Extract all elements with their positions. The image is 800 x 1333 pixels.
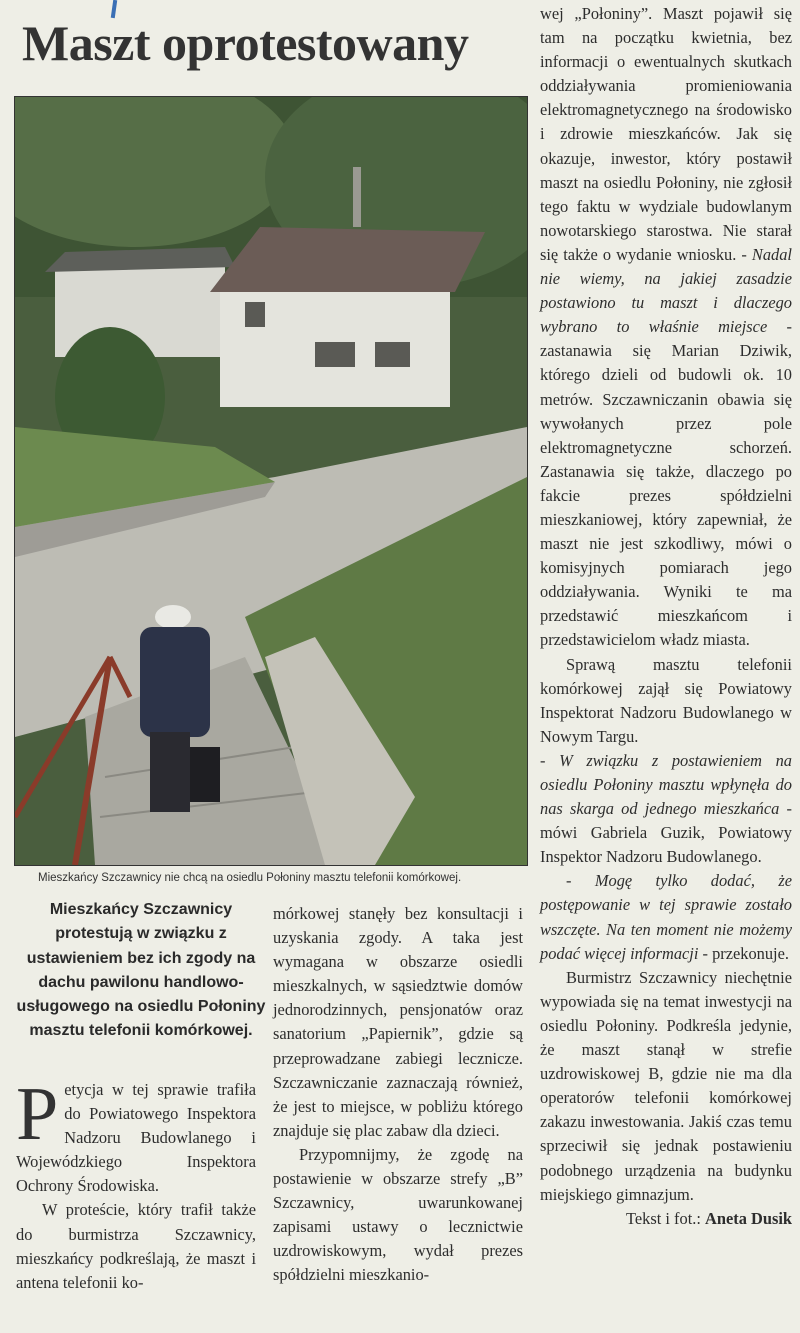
quote-guzik: - W związku z postawieniem na osiedlu Połoniny masztu wpłynęła do nas skarga od jednego mieszkańca [540,750,792,819]
article-column-1 [16,1072,256,1295]
col3-paragraph-4 [540,869,792,965]
col3-text-1c: - zastanawia się Marian Dziwik, którego dzieli od budowli ok. 10 metrów. Szczawniczanin obawia się wywołanych przez pole elektromagnetyczne schorzeń. Zastanawia się także, dlaczego po fakcie prezes spółdzielni mieszkaniowej, który zapewniał, że maszt nie jest szkodliwy, mówi o komisyjnych pomiarach jego oddziaływania. Wyniki te ma przedstawić mieszkańcom i przedstawicielom władz miasta. [540,317,792,650]
article-column-2 [273,902,523,1288]
photo-illustration [15,97,527,865]
col1-paragraph-2: W proteście, który trafił także do burmistrza Szczawnicy, mieszkańcy podkreślają, że maszt i antena telefonii ko- [16,1200,256,1292]
col3-text-1a: wej „Połoniny”. Maszt pojawił się tam na początku kwietnia, bez informacji o ewentualnych skutkach oddziaływania promieniowania elektromagnetycznego na środowisko i zdrowie mieszkańców. Jak się okazuje, inwestor, który postawił maszt na osiedlu Połoniny, nie zgłosił tego faktu w wydziale budowlanym nowotarskiego starostwa. Nie starał się także o wydanie wniosku. [540,4,792,264]
col3-paragraph-1 [540,2,792,653]
quote-inspector: - Mogę tylko dodać, że postępowanie w tej sprawie zostało wszczęte. Na ten moment nie możemy podać więcej informacji [540,871,792,963]
col3-paragraph-2: Sprawą masztu telefonii komórkowej zajął się Powiatowy Inspektorat Nadzoru Budowlanego w Nowym Targu. [540,654,792,746]
col1-paragraph-1: etycja w tej sprawie trafiła do Powiatowego Inspektora Nadzoru Budowlanego i Wojewódzkiego Inspektora Ochrony Środowiska. [16,1080,256,1196]
photo-caption: Mieszkańcy Szczawnicy nie chcą na osiedlu Połoniny masztu telefonii komórkowej. [38,872,462,884]
byline-prefix: Tekst i fot.: [626,1208,706,1228]
col3-text-4b: - przekonuje. [698,943,789,963]
byline [540,1207,792,1231]
lead-paragraph: Mieszkańcy Szczawnicy protestują w związku z ustawieniem bez ich zgody na dachu pawilonu handlowo-usługowego na osiedlu Połoniny masztu telefonii komórkowej. [16,901,266,1040]
col2-paragraph-2: Przypomnijmy, że zgodę na postawienie w obszarze strefy „B” Szczawnicy, uwarunkowanej zapisami ustawy o lecznictwie uzdrowiskowym, wydał prezes spółdzielni mieszkanio- [273,1144,523,1285]
col3-paragraph-5: Burmistrz Szczawnicy niechętnie wypowiada się na temat inwestycji na osiedlu Połoniny. Podkreśla jedynie, że maszt stanął w strefie uzdrowiskowej B, gdzie nie ma dla operatorów telefonii komórkowej zakazu inwestowania. Jakiś czas temu sprzeciwił się jednak postawieniu podobnego urządzenia na budynku miejskiego gimnazjum. [540,967,792,1204]
quote-dziwik: - Nadal nie wiemy, na jakiej zasadzie postawiono tu maszt i dlaczego wybrano to właśnie miejsce [540,244,792,337]
col2-paragraph-1: mórkowej stanęły bez konsultacji i uzyskania zgody. A taka jest wymagana w obszarze osiedli mieszkalnych, w sąsiedztwie domów jednorodzinnych, pensjonatów oraz sanatorium „Papiernik”, gdzie są przeprowadzane zabiegi lecznicze. Szczawniczanie zaznaczają również, że jest to miejsce, w pobliżu którego znajduje się plac zabaw dla dzieci. [273,904,523,1140]
col3-paragraph-3 [540,749,792,869]
byline-author: Aneta Dusik [705,1208,792,1228]
article-photo [14,96,528,866]
col3-text-3b: - mówi Gabriela Guzik, Powiatowy Inspektor Nadzoru Budowlanego. [540,799,792,867]
headline: Maszt oprotestowany [22,15,469,71]
drop-cap: P [16,1072,59,1156]
article-column-3 [540,2,792,1231]
